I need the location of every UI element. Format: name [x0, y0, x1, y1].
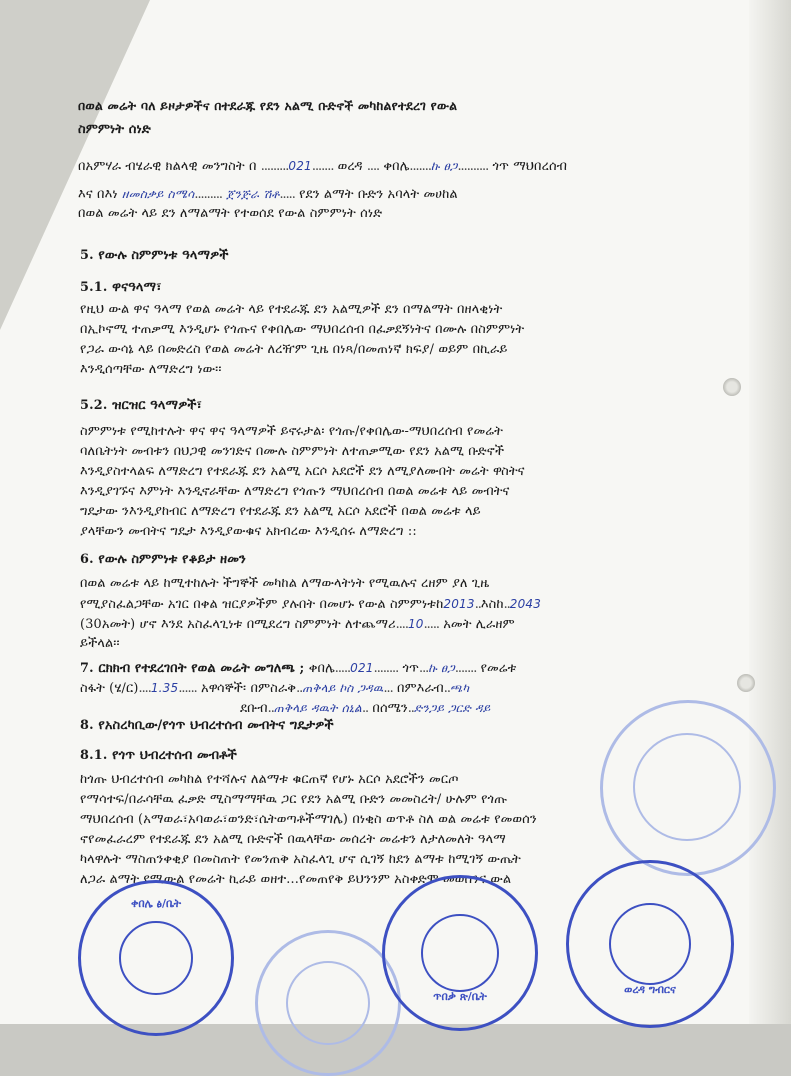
stamp-text: ቀበሌ ፅ/ቤት	[130, 897, 181, 910]
kebele-label: ቀበሌ	[383, 159, 410, 174]
filled-to-year: 2043	[509, 597, 542, 611]
south-line: ደቡብ..ጠቅላይ ዳዉት ሰኒል.. በሰሜን..ድንጋይ ጋርድ ዳይ	[240, 701, 491, 716]
filled-north: ድንጋይ ጋርድ ዳይ	[413, 701, 491, 715]
para-5-2-line: ያላቸውን መብትና ግዴታ እንዲያውቁና አክብረው እንዲሰሩ ለማድረግ ::	[80, 524, 417, 539]
official-stamp-center	[382, 875, 538, 1031]
filled-south: ጠቅላይ ዳዉት ሰኒል	[273, 701, 362, 715]
doc-title-line2: ስምምነት ሰነድ	[78, 122, 151, 137]
para-5-1-line: የጋራ ውሳኔ ላይ በመድረስ የወል መሬት ለረዥም ጊዜ በነጻ/በመጠነኛ ክፍያ/ ወይም በኪራይ	[80, 342, 508, 357]
filled-extra-years: 10	[407, 617, 424, 631]
filled-from-year: 2013	[443, 597, 475, 611]
para-6-line: (30አመት) ሆኖ እንደ አስፈላጊነቱ በሚደረግ ስምምነት ለተጨማሪ....10..... አመት ሊራዘም	[80, 617, 515, 632]
filled-leader: ዘመስቃይ ስሜሳ	[121, 187, 195, 201]
para-8-1-line: ካላዋሉት ማስጠንቀቂያ በመስጠት የመንጠቅ አስፈላጊ ሆኖ ሲገኝ ከደን ልማቱ ከሚገኝ ውጤት	[80, 852, 521, 867]
section-7-heading: 7. ርክክብ የተደረገበት የወል መሬት መግለጫ ;	[80, 661, 305, 676]
para-8-1-line: ኖየመፈራረም የተደራጁ ደን አልሚ ቡድኖች በዉላቸው መሰረት መሬቱን ለታለመለት ዓላማ	[80, 832, 506, 847]
para-6-line: በወል መሬቱ ላይ ከሚተከሉት ችግኞች መካከል ለማውላትነት የሚዉሉና ረዘም ያለ ጊዜ	[80, 576, 490, 591]
faint-stamp	[255, 930, 401, 1076]
filled-woreda: 021	[288, 159, 312, 173]
got-label: ጎጥ ማህበረሰብ	[492, 159, 568, 174]
party-line-2: እና በእነ ዘመስቃይ ስሜሳ......... ጀንጅራ ሽቶ..... የደን ልማት ቡድን አባላት መሀከል	[78, 187, 458, 202]
para-6-line: የሚያስፈልጋቸው አገር በቀል ዝርያዎችም ያሉበት በመሆኑ የውል ስምምነቱከ2013..እስከ..2043	[80, 597, 542, 612]
filled-west: ጫካ	[449, 681, 470, 695]
party-line-1: በአምሃራ ብሄራዊ ክልላዊ መንግስት በ .........021....... ወረዳ .... ቀበሌ.......ኩ ፀጋ.......... ጎጥ ማህበረሰብ	[78, 159, 568, 174]
filled-kebele: ኩ ፀጋ	[430, 159, 458, 173]
filled-got-2: ኩ ፀጋ	[428, 661, 455, 675]
para-5-2-line: እንዲያስተላልፍ ለማድረግ የተደራጁ ደን አልሚ አርሶ አደሮች ደን ለሚያለሙበት መሬት ዋስትና	[80, 464, 525, 479]
filled-area: 1.35	[150, 681, 179, 695]
filled-east: ጠቅላይ ኮስ ጋዳዉ	[302, 681, 384, 695]
para-5-2-line: ባለቤትነት መብቱን በህጋዊ መንገድና በሙሉ ስምምነት ለተጠቃሚው የደን አልሚ ቡድኖች	[80, 444, 505, 459]
section-5-heading: 5. የውሉ ስምምነቱ ዓላማዎች	[80, 248, 229, 263]
filled-group: ጀንጅራ ሽቶ	[226, 187, 280, 201]
para-5-2-line: ስምምነቱ የሚከተሉት ዋና ዋና ዓላማዎች ይኖሩታል፡ የጎጡ/የቀበሌው-ማህበረሰብ የመሬት	[80, 424, 503, 439]
para-8-1-line: ለጋራ ልማት የሚውል የመሬት ኪራይ ወዘተ...የመጠየቅ ይህንንም አስቀድሞ መወሰንና ውል	[80, 872, 512, 887]
section-8-1-heading: 8.1. የጎጥ ህብረተሰብ መብቶች	[80, 748, 237, 763]
official-stamp-left	[78, 880, 234, 1036]
stamp-text: ጥበቃ ጽ/ቤት	[433, 990, 487, 1003]
para-5-2-line: እንዲያገኙና እምነት እንዲኖራቸው ለማድረግ የጎጡን ማህበረሰብ በወል መሬቱ ላይ መብትና	[80, 484, 510, 499]
stamp-text: ወረዳ ግብርና	[624, 983, 676, 996]
filled-kebele-2: 021	[350, 661, 374, 675]
para-6-line: ይችላል፡፡	[80, 636, 120, 651]
group-label: የደን ልማት ቡድን አባላት መሀከል	[299, 187, 458, 202]
party-prefix: በአምሃራ ብሄራዊ ክልላዊ መንግስት በ	[78, 159, 257, 174]
page-edge	[749, 0, 791, 1024]
official-stamp-right	[566, 860, 734, 1028]
para-5-1-line: በኢኮኖሚ ተጠቃሚ እንዲሆኑ የጎጡና የቀበሌው ማህበረሰብ በፈቃደኝነትና በሙሉ በስምምነት	[80, 322, 525, 337]
woreda-label: ወረዳ	[337, 159, 363, 174]
section-5-1-heading: 5.1. ዋናዓላማ፣	[80, 280, 162, 295]
section-7-line: 7. ርክክብ የተደረገበት የወል መሬት መግለጫ ; ቀበሌ.....021........ ጎጥ...ኩ ፀጋ....... የመሬቱ	[80, 661, 517, 676]
doc-title-line1: በወል መሬት ባለ ይዞታዎችና በተደራጁ የደን አልሚ ቡድኖች መካከልየተደረገ የውል	[78, 98, 458, 113]
area-line: ስፋት (ሄ/ር)....1.35...... አዋሳኞች፡ በምስራቅ..ጠቅላይ ኮስ ጋዳዉ... በምእራብ..ጫካ	[80, 681, 470, 696]
para-5-1-line: የዚህ ውል ዋና ዓላማ የወል መሬት ላይ የተደራጁ ደን አልሚዎች ደን በማልማት በዘላቂነት	[80, 302, 503, 317]
para-5-2-line: ግዴታው ንእንዲያከብር ለማድረግ የተደራጁ ደን አልሚ አርሶ አደሮች በወል መሬቱ ላይ	[80, 504, 481, 519]
section-6-heading: 6. የውሉ ስምምነቱ የቆይታ ዘመን	[80, 552, 246, 567]
section-5-2-heading: 5.2. ዝርዝር ዓላማዎች፣	[80, 398, 202, 413]
para-8-1-line: ማህበረሰብ (አማወራ፣አባወራ፣ወንድ፣ሴትወጣቶችማገሌ) በነቂስ ወጥቶ ስለ ወል መሬቱ የመወሰን	[80, 812, 537, 827]
para-5-1-line: እንዲሰጣቸው ለማድረግ ነው፡፡	[80, 362, 222, 377]
para-8-1-line: የማሳተፍ/በራሳቸዉ ፈቃድ ሚስማማቸዉ ጋር የደን አልሚ ቡድን መመስረት/ ሁሉም የጎጡ	[80, 792, 508, 807]
section-8-heading: 8. የአስረካቢው/የጎጥ ህብረተሰብ መብትና ግዴታዎች	[80, 718, 334, 733]
faint-stamp	[600, 700, 776, 876]
party-and: እና በእነ	[78, 187, 118, 202]
para-8-1-line: ከጎጡ ህብረተሰብ መካከል የተሻሉና ለልማቱ ቁርጠኛ የሆኑ አርሶ አደሮችን መርጦ	[80, 772, 459, 787]
punch-hole	[737, 674, 755, 692]
punch-hole	[723, 378, 741, 396]
party-line-3: በወል መሬት ላይ ደን ለማልማት የተወሰደ የውል ስምምነት ሰነድ	[78, 206, 383, 221]
